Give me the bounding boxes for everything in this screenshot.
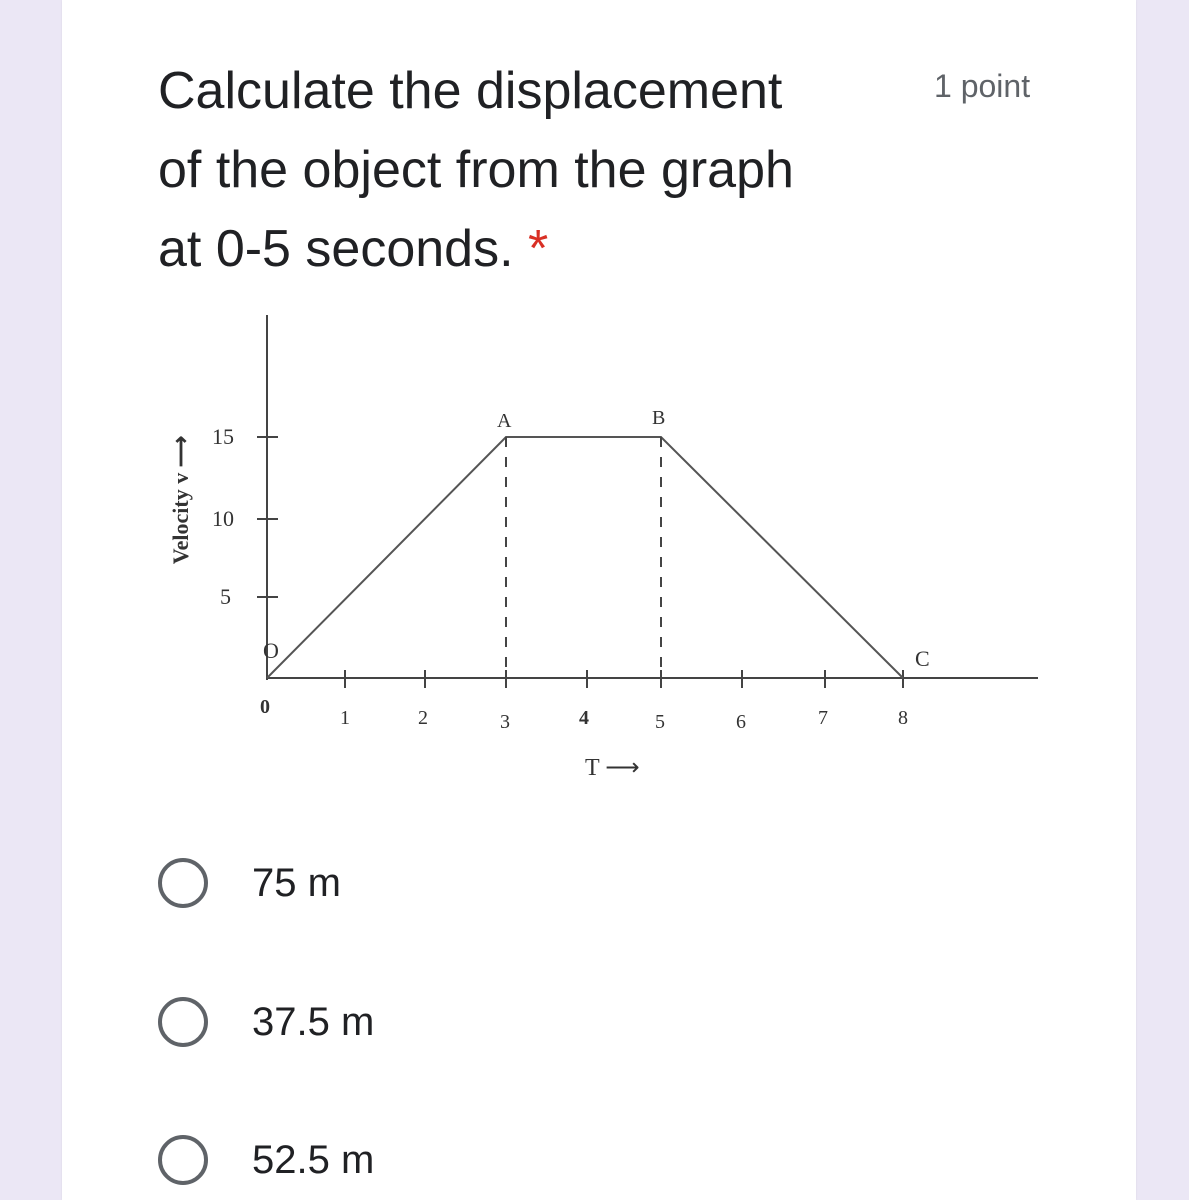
question-text: Calculate the displacement of the object from the graph at 0-5 seconds. (158, 62, 794, 278)
x-tick-5: 5 (655, 711, 665, 733)
velocity-time-graph (150, 300, 1050, 800)
y-axis-label: Velocity v ⟶ (168, 435, 193, 565)
option-75m[interactable] (158, 853, 341, 913)
y-tick-5: 5 (220, 584, 231, 609)
question-title (158, 52, 898, 289)
point-label-c: C (915, 646, 930, 671)
x-axis-label: T ⟶ (585, 755, 640, 781)
x-tick-3: 3 (500, 711, 510, 733)
y-tick-15: 15 (212, 424, 234, 449)
points-label: 1 point (934, 68, 1031, 104)
x-tick-4: 4 (579, 707, 589, 729)
option-label: 52.5 m (252, 1137, 375, 1182)
option-label: 75 m (252, 860, 341, 905)
x-tick-7: 7 (818, 707, 828, 729)
radio-button[interactable] (158, 858, 208, 908)
x-tick-1: 1 (340, 707, 350, 729)
point-label-a: A (497, 410, 512, 432)
radio-button[interactable] (158, 997, 208, 1047)
x-tick-2: 2 (418, 707, 428, 729)
option-52-5m[interactable] (158, 1130, 374, 1190)
required-asterisk: * (528, 220, 549, 278)
point-label-b: B (652, 407, 666, 429)
x-tick-8: 8 (898, 707, 908, 729)
option-37-5m[interactable] (158, 992, 374, 1052)
x-tick-6: 6 (736, 711, 746, 733)
option-label: 37.5 m (252, 999, 375, 1044)
x-tick-0: 0 (260, 696, 270, 718)
y-tick-10: 10 (212, 506, 234, 531)
point-label-o: O (263, 638, 279, 663)
radio-button[interactable] (158, 1135, 208, 1185)
velocity-line (267, 437, 903, 678)
